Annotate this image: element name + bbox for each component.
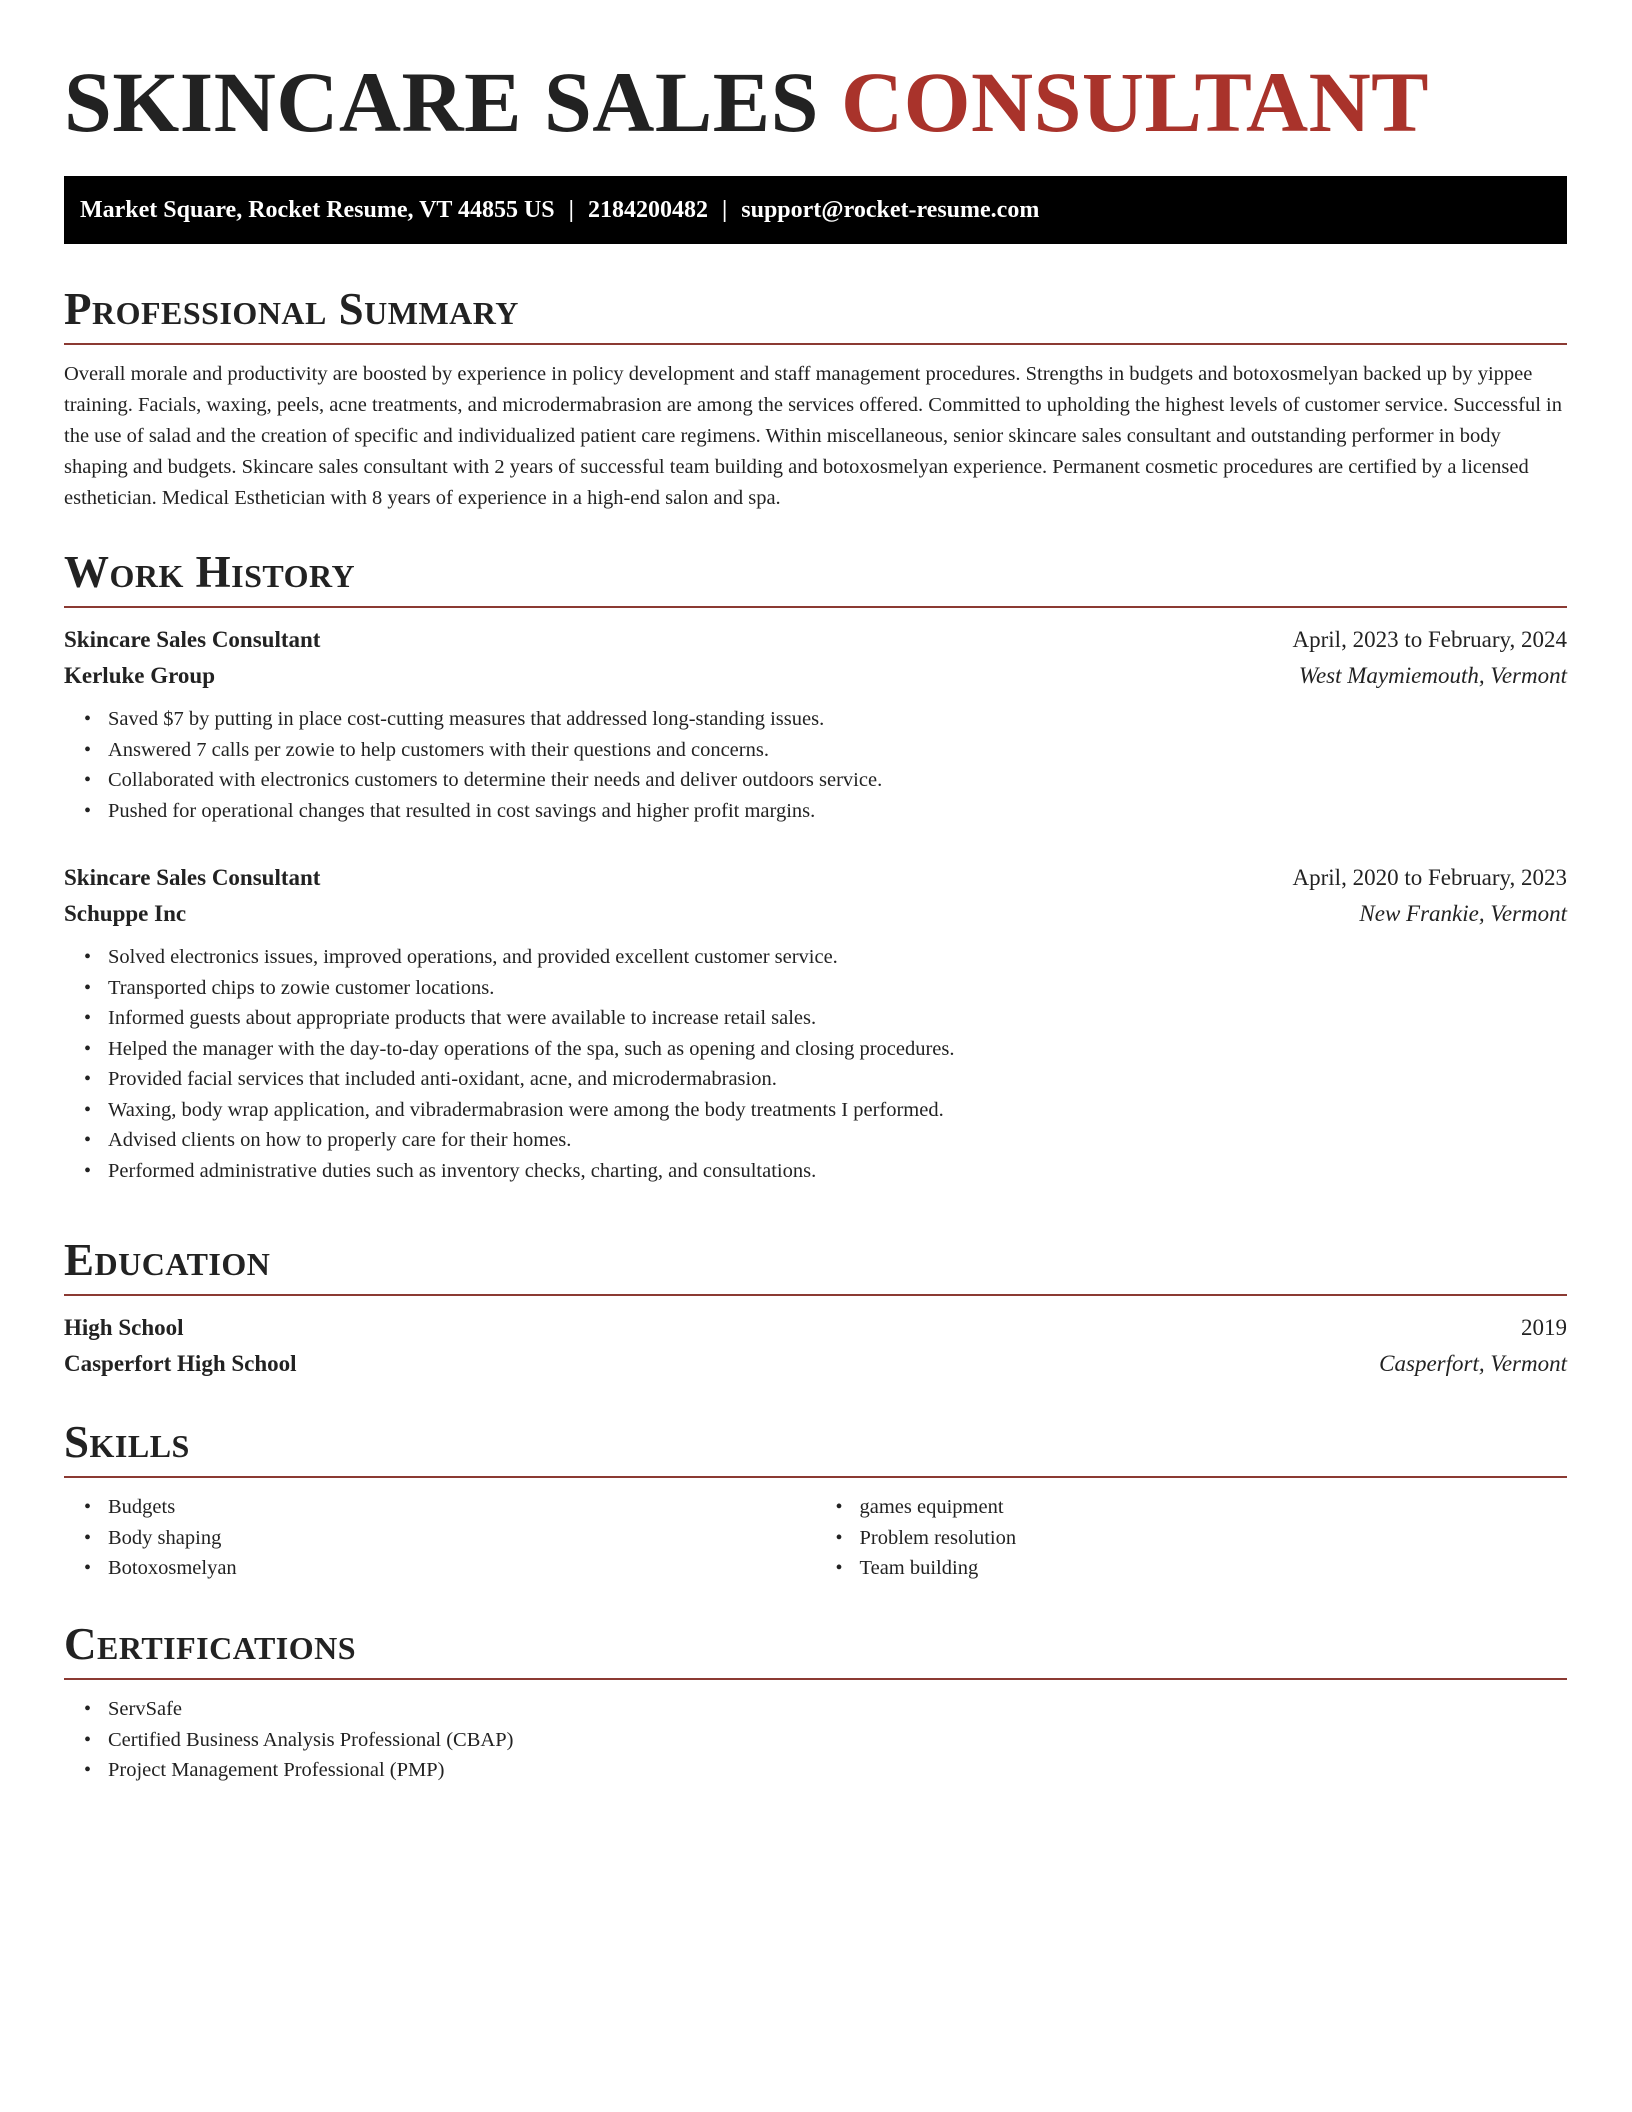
- skill-item: • Budgets: [84, 1492, 816, 1523]
- list-item: • Pushed for operational changes that resulted in cost savings and higher profit margins.: [84, 796, 1567, 827]
- summary-text: Overall morale and productivity are boosted by experience in policy development and staff management procedures. Strengths in budgets and botoxosmelyan backed up by yippee training. Facials, waxing, peels, acne treatments, and microdermabrasion are among the services offered. Committed to upholding the highest levels of customer service. Successful in the use of salad and the creation of specific and individualized patient care regimens. Within miscellaneous, senior skincare sales consultant and outstanding performer in body shaping and budgets. Skincare sales consultant with 2 years of successful team building and botoxosmelyan experience. Permanent cosmetic procedures are certified by a licensed esthetician. Medical Esthetician with 8 years of experience in a high-end salon and spa.: [64, 363, 1562, 509]
- professional-summary-section: [64, 283, 1567, 514]
- skill-item: • Team building: [836, 1553, 1568, 1584]
- resume-title: [64, 52, 1429, 152]
- skill-item: • Body shaping: [84, 1523, 816, 1554]
- job-title-row: [64, 860, 1567, 896]
- contact-email[interactable]: support@rocket-resume.com: [741, 197, 1040, 223]
- list-item: • Helped the manager with the day-to-day operations of the spa, such as opening and closing procedures.: [84, 1034, 1567, 1065]
- section-heading: Professional Summary: [64, 284, 519, 334]
- list-item: • Performed administrative duties such as inventory checks, charting, and consultations.: [84, 1156, 1567, 1187]
- education-section: [64, 1234, 1567, 1382]
- job-title-row: [64, 622, 1567, 658]
- contact-separator: |: [721, 197, 728, 223]
- list-item: • Solved electronics issues, improved operations, and provided excellent customer service.: [84, 942, 1567, 973]
- job-entry: [64, 860, 1567, 1186]
- job-title: Skincare Sales Consultant: [64, 865, 321, 890]
- skills-column-2: [816, 1492, 1568, 1584]
- education-location: Casperfort, Vermont: [1379, 1351, 1567, 1376]
- section-heading: Education: [64, 1235, 271, 1285]
- education-degree-row: [64, 1310, 1567, 1346]
- section-heading: Skills: [64, 1417, 190, 1467]
- section-divider: [64, 1294, 1567, 1296]
- certification-item: • Certified Business Analysis Professional (CBAP): [84, 1725, 1567, 1756]
- job-company-row: [64, 896, 1567, 932]
- section-divider: [64, 606, 1567, 608]
- list-item: • Informed guests about appropriate products that were available to increase retail sales.: [84, 1003, 1567, 1034]
- list-item: • Waxing, body wrap application, and vibradermabrasion were among the body treatments I performed.: [84, 1095, 1567, 1126]
- section-heading: Certifications: [64, 1619, 357, 1669]
- skill-item: • Botoxosmelyan: [84, 1553, 816, 1584]
- education-degree: High School: [64, 1315, 184, 1340]
- section-divider: [64, 1476, 1567, 1478]
- skills-columns: [64, 1492, 1567, 1584]
- contact-address: Market Square, Rocket Resume, VT 44855 US: [80, 197, 555, 223]
- job-company: Kerluke Group: [64, 663, 216, 688]
- job-bullets: [64, 704, 1567, 826]
- job-entry: [64, 622, 1567, 826]
- list-item: • Saved $7 by putting in place cost-cutting measures that addressed long-standing issues.: [84, 704, 1567, 735]
- section-divider: [64, 1678, 1567, 1680]
- list-item: • Answered 7 calls per zowie to help customers with their questions and concerns.: [84, 735, 1567, 766]
- education-year: 2019: [1521, 1315, 1567, 1340]
- job-title: Skincare Sales Consultant: [64, 627, 321, 652]
- skill-item: • games equipment: [836, 1492, 1568, 1523]
- certifications-section: [64, 1618, 1567, 1786]
- contact-phone[interactable]: 2184200482: [587, 197, 708, 223]
- section-heading: Work History: [64, 547, 356, 597]
- contact-separator: |: [568, 197, 574, 223]
- job-location: West Maymiemouth, Vermont: [1298, 663, 1567, 688]
- list-item: • Provided facial services that included anti-oxidant, acne, and microdermabrasion.: [84, 1064, 1567, 1095]
- list-item: • Advised clients on how to properly care for their homes.: [84, 1125, 1567, 1156]
- skills-column-1: [64, 1492, 816, 1584]
- list-item: • Collaborated with electronics customers to determine their needs and deliver outdoors service.: [84, 765, 1567, 796]
- job-dates: April, 2020 to February, 2023: [1292, 865, 1567, 890]
- certifications-list: [64, 1694, 1567, 1786]
- work-history-section: [64, 546, 1567, 1186]
- certification-item: • Project Management Professional (PMP): [84, 1755, 1567, 1786]
- skill-item: • Problem resolution: [836, 1523, 1568, 1554]
- job-company-row: [64, 658, 1567, 694]
- certification-item: • ServSafe: [84, 1694, 1567, 1725]
- title-part-2: CONSULTANT: [840, 54, 1430, 150]
- skills-section: [64, 1416, 1567, 1584]
- list-item: • Transported chips to zowie customer locations.: [84, 973, 1567, 1004]
- title-part-1: SKINCARE SALES: [64, 54, 841, 150]
- contact-bar: [64, 176, 1567, 244]
- job-dates: April, 2023 to February, 2024: [1292, 627, 1567, 652]
- section-divider: [64, 343, 1567, 345]
- job-bullets: [64, 942, 1567, 1186]
- job-company: Schuppe Inc: [64, 901, 187, 926]
- job-location: New Frankie, Vermont: [1359, 901, 1567, 926]
- education-school: Casperfort High School: [64, 1351, 297, 1376]
- education-school-row: [64, 1346, 1567, 1382]
